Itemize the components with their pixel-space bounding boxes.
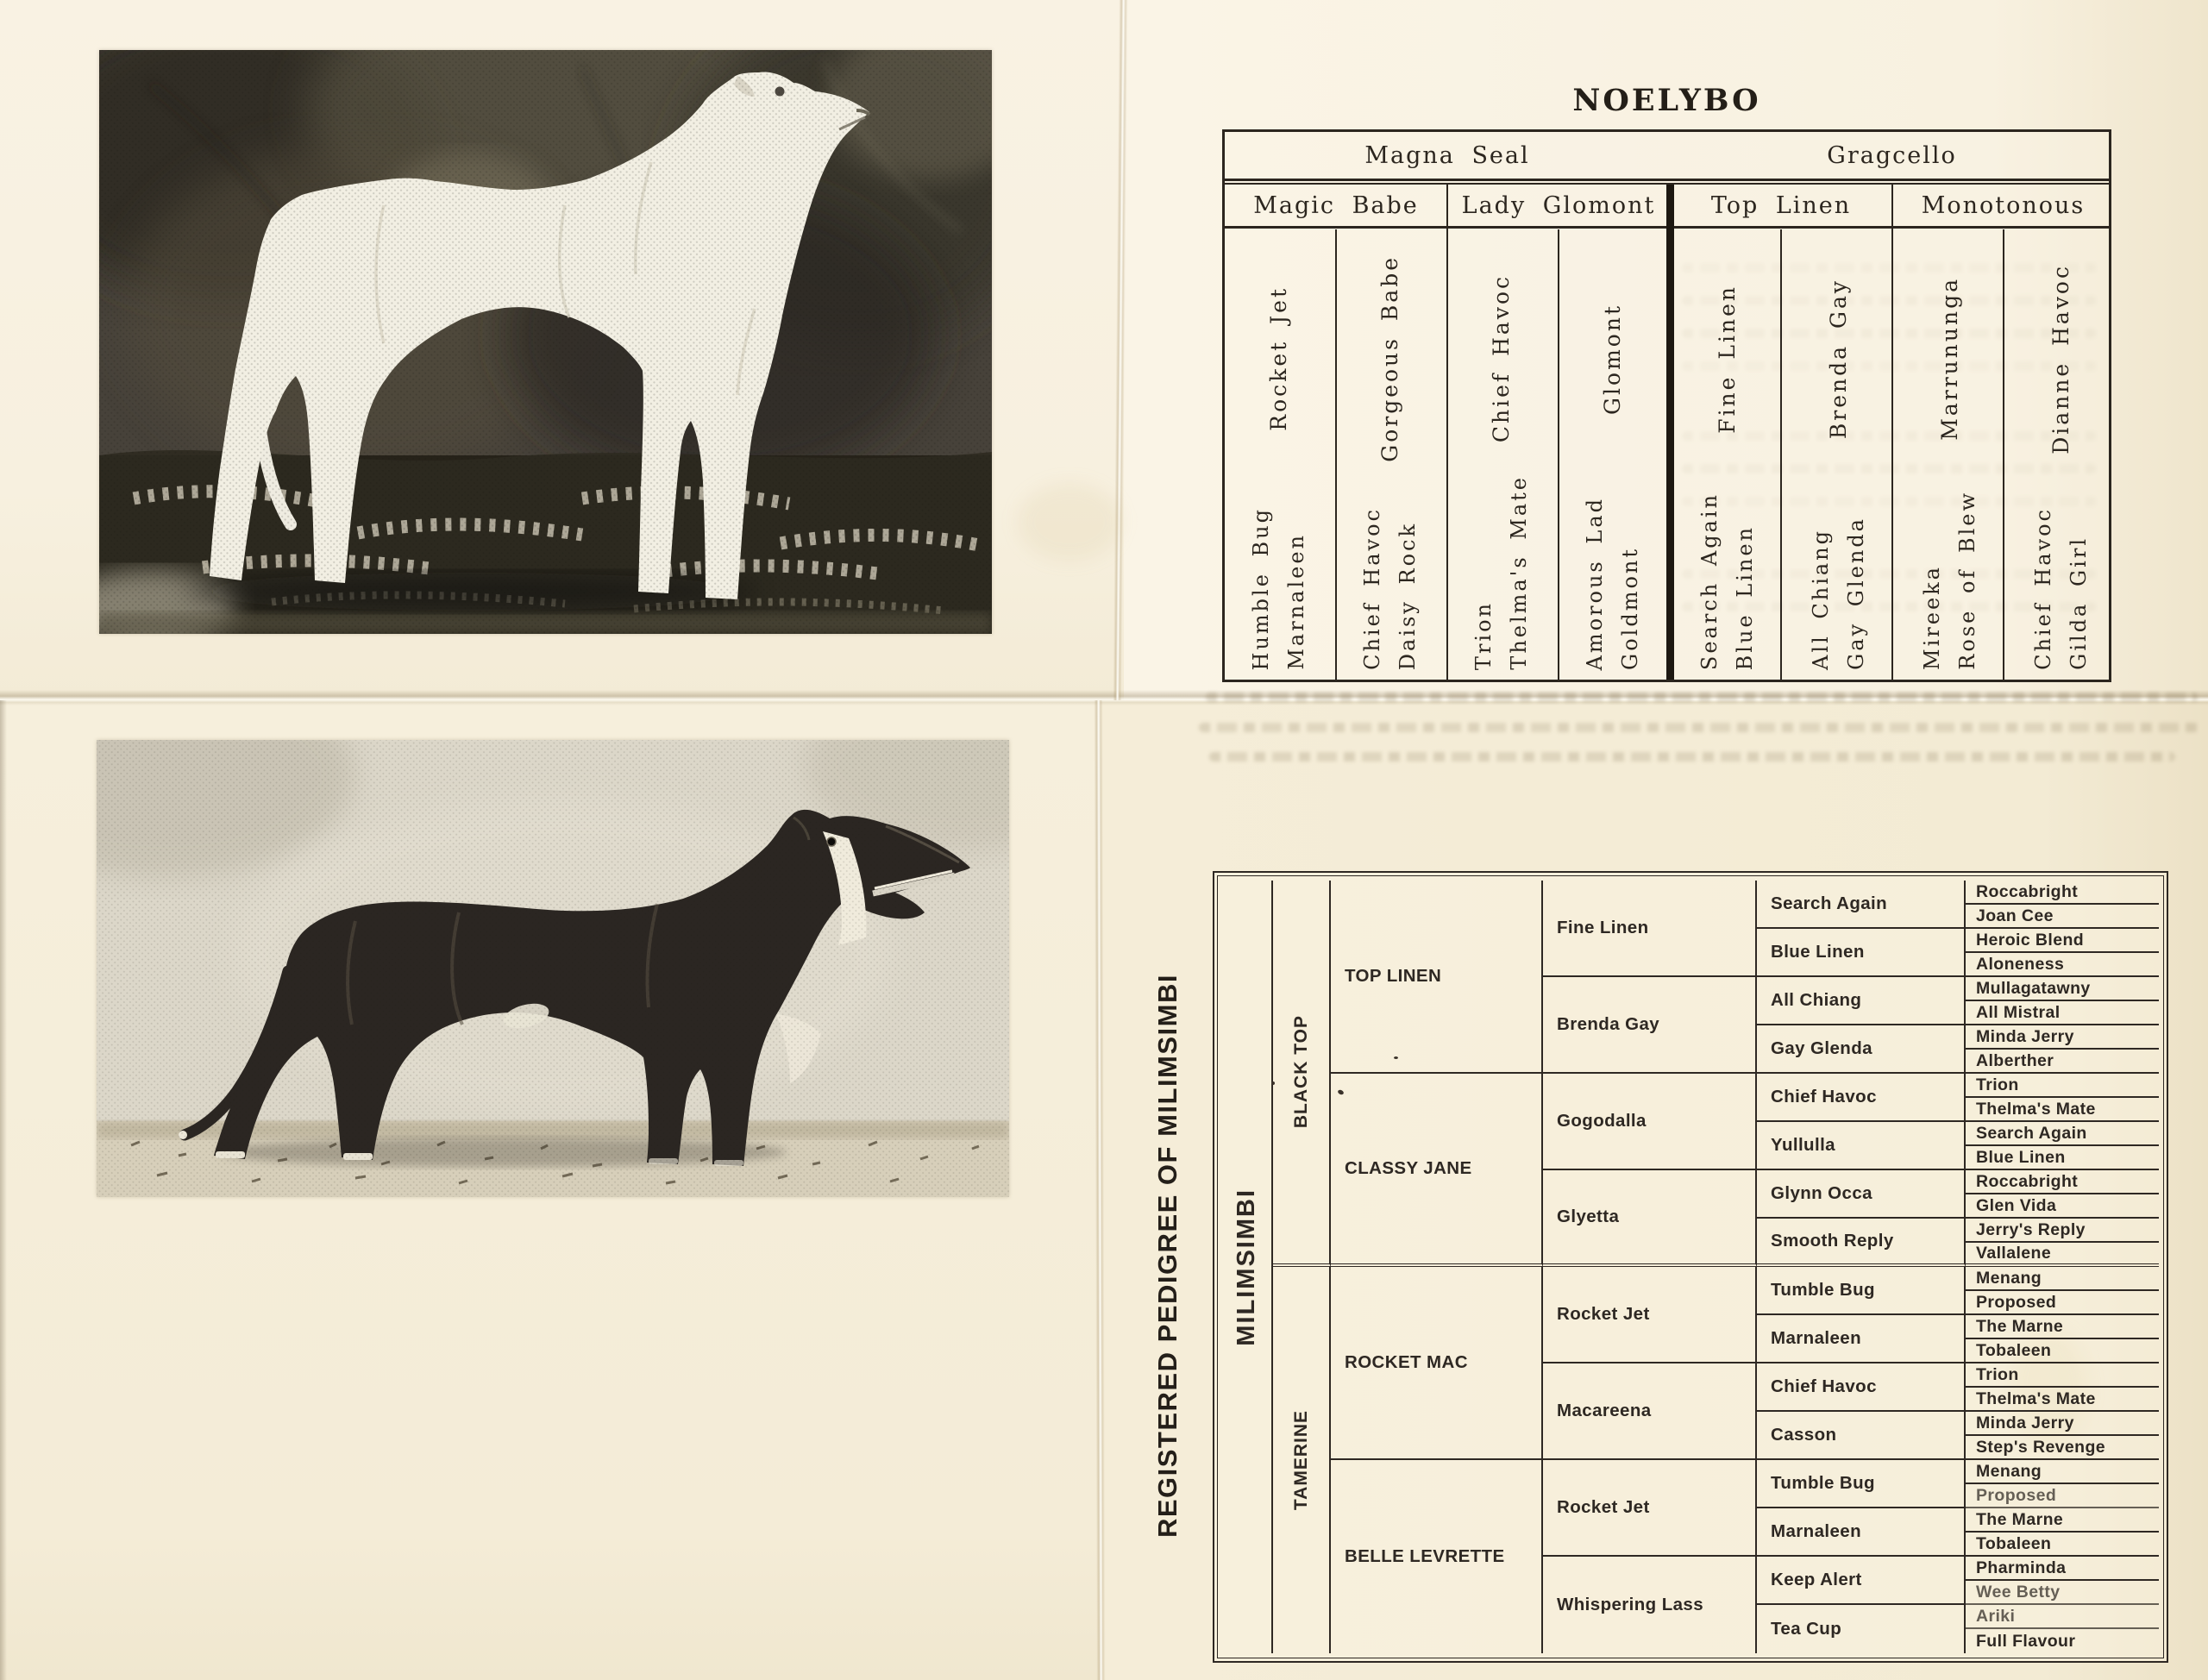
- pedigree-cell-gen5: Tobaleen: [1966, 1533, 2159, 1557]
- pedigree-cell-gen2: Monotonous: [1921, 192, 2086, 219]
- milimsimbi-side-title: REGISTERED PEDIGREE OF MILIMSIMBI: [1152, 973, 1182, 1539]
- vertical-name: TAMERINE: [1290, 1409, 1311, 1511]
- pedigree-cell-gen5: Thelma's Mate: [1966, 1388, 2159, 1412]
- double-rule: [1225, 179, 2109, 185]
- pedigree-cell-gen4: Blue Linen: [1757, 929, 1966, 977]
- subject-cell: [1222, 881, 1273, 1653]
- pedigree-cell-gen3: [1898, 234, 2002, 484]
- pedigree-cell-gen5: Minda Jerry: [1966, 1412, 2159, 1436]
- vertical-name: Gilda Girl: [2066, 536, 2091, 670]
- vertical-name: Chief Havoc: [1360, 507, 1384, 670]
- pedigree-cell-gen4-pair: [1449, 477, 1553, 674]
- pedigree-cell-gen5: All Mistral: [1966, 1001, 2159, 1025]
- pedigree-cell-gen2: Lady Glomont: [1461, 192, 1656, 219]
- ink-speck: [1271, 1081, 1275, 1085]
- rule: [1891, 185, 1893, 680]
- pedigree-cell-gen5: Aloneness: [1966, 953, 2159, 977]
- pedigree-cell-gen5: Minda Jerry: [1966, 1025, 2159, 1050]
- pedigree-cell-gen3: Brenda Gay: [1543, 977, 1757, 1074]
- pedigree-cell-gen5: The Marne: [1966, 1315, 2159, 1339]
- vertical-name: Search Again: [1697, 492, 1722, 670]
- vertical-name: Fine Linen: [1715, 284, 1740, 434]
- pedigree-cell-gen4: Chief Havoc: [1757, 1074, 1966, 1122]
- pedigree-cell-gen4: Chief Havoc: [1757, 1363, 1966, 1412]
- rule: [2003, 229, 2004, 680]
- halftone-overlay: [97, 740, 1009, 1197]
- age-stain: [1018, 483, 1121, 561]
- pedigree-cell-gen5: Tobaleen: [1966, 1339, 2159, 1363]
- halftone-overlay: [99, 50, 992, 634]
- pedigree-cell-gen5: Glen Vida: [1966, 1194, 2159, 1219]
- pedigree-cell-gen5: Roccabright: [1966, 1170, 2159, 1194]
- pedigree-cell-gen2: ROCKET MAC: [1331, 1267, 1543, 1460]
- pedigree-cell-gen3: [1226, 234, 1331, 484]
- pedigree-cell-gen4: Tea Cup: [1757, 1605, 1966, 1653]
- pedigree-cell-gen4-pair: [1560, 477, 1665, 674]
- pedigree-cell-gen3: [1560, 234, 1665, 484]
- vertical-name: Brenda Gay: [1826, 278, 1851, 440]
- page-edge-shadow: [0, 700, 7, 1680]
- pedigree-cell-gen5: Trion: [1966, 1074, 2159, 1098]
- rule: [1446, 185, 1448, 680]
- vertical-name: Amorous Lad: [1583, 496, 1607, 670]
- pedigree-cell-gen4-pair: [1338, 477, 1442, 674]
- pedigree-cell-gen5: The Marne: [1966, 1508, 2159, 1533]
- pedigree-cell-gen4: Marnaleen: [1757, 1508, 1966, 1557]
- pedigree-cell-gen5: Step's Revenge: [1966, 1436, 2159, 1460]
- pedigree-cell-gen3: Gogodalla: [1543, 1074, 1757, 1170]
- pedigree-cell-gen5: Thelma's Mate: [1966, 1098, 2159, 1122]
- pedigree-cell-gen2: BELLE LEVRETTE: [1331, 1460, 1543, 1653]
- vertical-name: Rose of Blew: [1955, 491, 1979, 670]
- pedigree-cell-gen5: Menang: [1966, 1267, 2159, 1291]
- pedigree-cell-gen3: [1675, 234, 1779, 484]
- pedigree-cell-gen2: TOP LINEN: [1331, 881, 1543, 1074]
- pedigree-cell-gen4-pair: [1675, 477, 1779, 674]
- vertical-name: Humble Bug: [1249, 506, 1273, 670]
- pedigree-cell-gen3: Fine Linen: [1543, 881, 1757, 977]
- pedigree-cell-gen3: [1338, 234, 1442, 484]
- rule: [1780, 229, 1782, 680]
- pedigree-cell-gen4-pair: [1786, 477, 1891, 674]
- pedigree-cell-gen5: Jerry's Reply: [1966, 1219, 2159, 1243]
- vertical-name: Goldmont: [1618, 547, 1642, 670]
- pedigree-cell-gen1: [1273, 1267, 1331, 1653]
- vertical-name: Chief Havoc: [1489, 274, 1514, 443]
- inner-border: [1217, 875, 2164, 1658]
- vertical-name: Thelma's Mate: [1507, 475, 1531, 670]
- pedigree-cell-gen4: Smooth Reply: [1757, 1219, 1966, 1267]
- pedigree-cell-gen5: Proposed: [1966, 1291, 2159, 1315]
- vertical-name: Gorgeous Babe: [1377, 255, 1402, 462]
- vertical-name: Dianne Havoc: [2048, 263, 2073, 454]
- pedigree-cell-gen3: Rocket Jet: [1543, 1267, 1757, 1363]
- pedigree-cell-gen2: CLASSY JANE: [1331, 1074, 1543, 1267]
- vertical-name: Mireeka: [1920, 565, 1944, 670]
- pedigree-cell-gen4: Gay Glenda: [1757, 1025, 1966, 1074]
- pedigree-cell-gen4: Yullulla: [1757, 1122, 1966, 1170]
- vertical-name: BLACK TOP: [1290, 1015, 1311, 1129]
- pedigree-cell-gen1: [1273, 881, 1331, 1267]
- pedigree-cell-gen3: [1449, 234, 1553, 484]
- bleed-through-line: [1199, 723, 2199, 732]
- pedigree-cell-gen3: [2009, 234, 2112, 484]
- pedigree-cell-gen4: Keep Alert: [1757, 1557, 1966, 1605]
- vertical-name: Marnaleen: [1284, 533, 1308, 670]
- pedigree-cell-gen5: Proposed: [1966, 1484, 2159, 1508]
- noelybo-title: NOELYBO: [1572, 83, 1761, 118]
- vertical-name: Glomont: [1600, 303, 1625, 415]
- pedigree-cell-gen3: Macareena: [1543, 1363, 1757, 1460]
- vertical-name: Daisy Rock: [1396, 521, 1420, 670]
- milimsimbi-pedigree-table: [1213, 871, 2168, 1663]
- bleed-through-line: [1206, 693, 2198, 702]
- pedigree-cell-gen5: Vallalene: [1966, 1243, 2159, 1267]
- rule: [1558, 229, 1559, 680]
- milimsimbi-grid: [1222, 881, 2159, 1653]
- pedigree-cell-gen4: Tumble Bug: [1757, 1460, 1966, 1508]
- greyhound-photo-bottom: [97, 740, 1009, 1197]
- pedigree-cell-gen4: All Chiang: [1757, 977, 1966, 1025]
- vertical-name: Trion: [1471, 600, 1496, 670]
- pedigree-cell-gen3: Whispering Lass: [1543, 1557, 1757, 1653]
- thick-center-rule: [1666, 185, 1674, 680]
- pedigree-cell-gen1: Magna Seal: [1364, 142, 1530, 169]
- pedigree-cell-gen3: [1786, 234, 1891, 484]
- noelybo-pedigree-table: [1222, 129, 2111, 682]
- rule: [1335, 229, 1337, 680]
- pedigree-cell-gen4-pair: [1898, 477, 2002, 674]
- pedigree-cell-gen1: Gragcello: [1827, 142, 1957, 169]
- pedigree-cell-gen5: Full Flavour: [1976, 1631, 2076, 1651]
- ink-speck: [1394, 1056, 1398, 1059]
- pedigree-cell-gen5: Roccabright: [1966, 881, 2159, 905]
- vertical-name: MILIMSIMBI: [1233, 1188, 1260, 1346]
- vertical-name: Gay Glenda: [1844, 517, 1868, 670]
- pedigree-cell-gen2: Magic Babe: [1253, 192, 1419, 219]
- pedigree-cell-gen5: Pharminda: [1966, 1557, 2159, 1581]
- pedigree-cell-gen5: Ariki: [1966, 1605, 2159, 1629]
- vertical-name: All Chiang: [1809, 529, 1833, 670]
- pedigree-cell-gen5: Heroic Blend: [1966, 929, 2159, 953]
- pedigree-cell-gen4-pair: [2009, 477, 2112, 674]
- pedigree-cell-gen3: Rocket Jet: [1543, 1460, 1757, 1557]
- vertical-name: Marrununga: [1937, 277, 1962, 441]
- pedigree-cell-gen4: Casson: [1757, 1412, 1966, 1460]
- pedigree-cell-gen5: Trion: [1966, 1363, 2159, 1388]
- greyhound-photo-top: [99, 50, 992, 634]
- pedigree-cell-gen4: Glynn Occa: [1757, 1170, 1966, 1219]
- pedigree-cell-gen5: Joan Cee: [1966, 905, 2159, 929]
- pedigree-cell-gen4-pair: [1226, 477, 1331, 674]
- vertical-name: Blue Linen: [1733, 524, 1757, 670]
- white-greyhound-illustration: [99, 50, 992, 634]
- vertical-name: Rocket Jet: [1266, 286, 1291, 431]
- bleed-through-line: [1209, 752, 2175, 762]
- dark-greyhound-illustration: [97, 740, 1009, 1197]
- pedigree-cell-gen5: Wee Betty: [1966, 1581, 2159, 1605]
- pedigree-cell-gen4: Tumble Bug: [1757, 1267, 1966, 1315]
- vertical-name: Chief Havoc: [2030, 507, 2055, 670]
- pedigree-cell-gen3: Glyetta: [1543, 1170, 1757, 1267]
- pedigree-cell-gen5: Mullagatawny: [1966, 977, 2159, 1001]
- pedigree-cell-gen5: Blue Linen: [1966, 1146, 2159, 1170]
- pedigree-cell-gen4: Search Again: [1757, 881, 1966, 929]
- pedigree-cell-gen5: Search Again: [1966, 1122, 2159, 1146]
- pedigree-cell-gen5: Menang: [1966, 1460, 2159, 1484]
- pedigree-cell-gen2: Top Linen: [1710, 192, 1852, 219]
- pedigree-cell-gen4: Marnaleen: [1757, 1315, 1966, 1363]
- pedigree-cell-gen5: Alberther: [1966, 1050, 2159, 1074]
